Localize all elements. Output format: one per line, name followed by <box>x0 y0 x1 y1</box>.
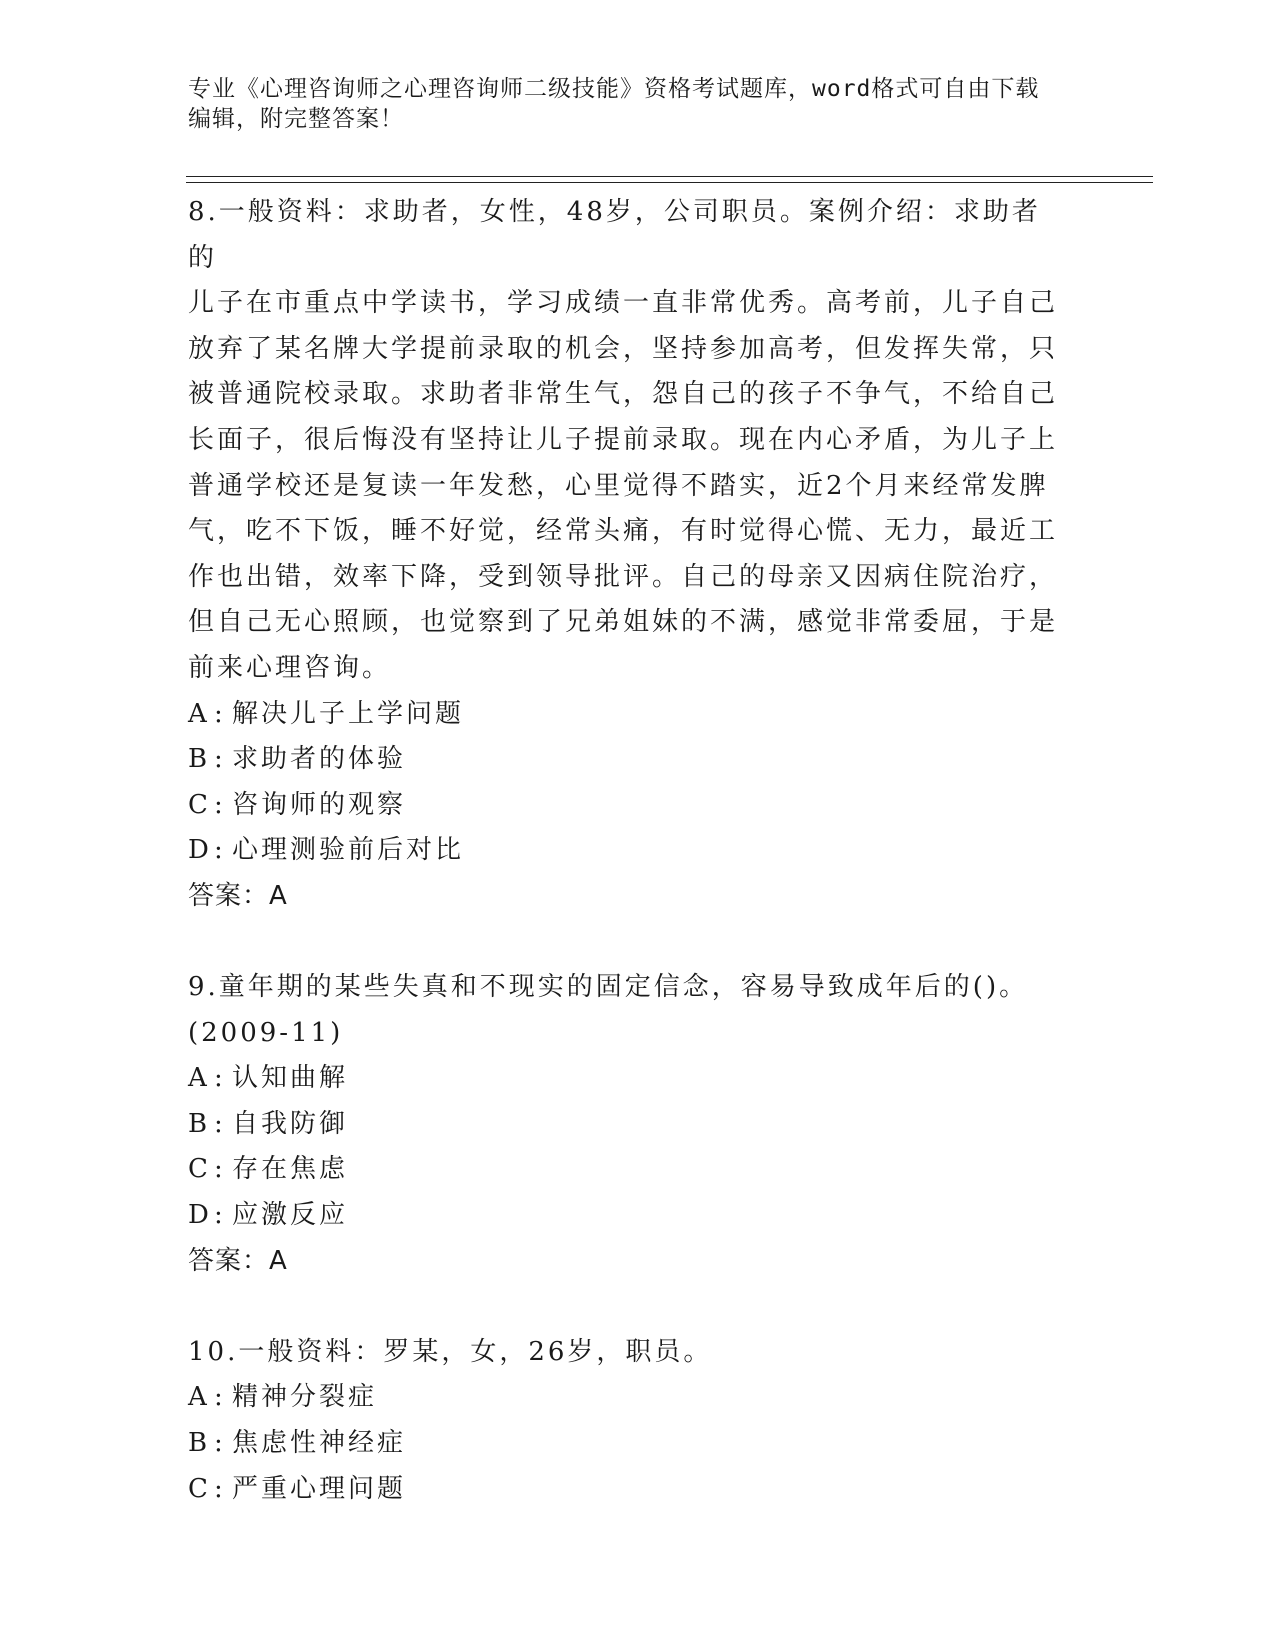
spacer <box>188 920 1068 966</box>
stem-line: 长面子，很后悔没有坚持让儿子提前录取。现在内心矛盾，为儿子上 <box>188 424 1059 455</box>
question-10-stem <box>188 1330 1068 1376</box>
option-b: B : 焦虑性神经症 <box>188 1428 407 1459</box>
option-text: 认知曲解 <box>232 1063 349 1094</box>
answer-label: 答案：A <box>188 880 288 911</box>
stem-line: (2009-11) <box>188 1017 344 1048</box>
header-rule-top <box>186 176 1153 177</box>
stem-line: 前来心理咨询。 <box>188 652 392 683</box>
option-c: C : 咨询师的观察 <box>188 789 407 820</box>
question-9 <box>188 965 1068 1284</box>
stem-line: 8.一般资料：求助者，女性，48岁，公司职员。案例介绍：求助者的 <box>188 197 1041 273</box>
question-9-stem <box>188 965 1068 1056</box>
option-c: C : 严重心理问题 <box>188 1473 407 1504</box>
option-text: 心理测验前后对比 <box>232 835 465 866</box>
option-text: 解决儿子上学问题 <box>232 698 465 729</box>
option-text: 求助者的体验 <box>232 744 407 775</box>
option-text: 精神分裂症 <box>232 1382 378 1413</box>
option-text: 严重心理问题 <box>232 1473 407 1504</box>
stem-line: 9.童年期的某些失真和不现实的固定信念，容易导致成年后的()。 <box>188 972 1029 1003</box>
option-a: A : 认知曲解 <box>188 1063 349 1094</box>
stem-line: 但自己无心照顾，也觉察到了兄弟姐妹的不满，感觉非常委屈，于是 <box>188 607 1059 638</box>
option-a: A : 精神分裂症 <box>188 1382 378 1413</box>
option-b: B : 求助者的体验 <box>188 744 407 775</box>
stem-line: 气，吃不下饭，睡不好觉，经常头痛，有时觉得心慌、无力，最近工 <box>188 516 1059 547</box>
header-line-1: 专业《心理咨询师之心理咨询师二级技能》资格考试题库，word格式可自由下载 <box>188 76 1040 102</box>
option-text: 焦虑性神经症 <box>232 1428 407 1459</box>
stem-line: 放弃了某名牌大学提前录取的机会，坚持参加高考，但发挥失常，只 <box>188 333 1059 364</box>
option-a: A : 解决儿子上学问题 <box>188 698 465 729</box>
option-c: C : 存在焦虑 <box>188 1154 349 1185</box>
option-text: 应激反应 <box>232 1200 349 1231</box>
option-text: 咨询师的观察 <box>232 789 407 820</box>
option-text: 自我防御 <box>232 1108 349 1139</box>
option-d: D: 心理测验前后对比 <box>188 835 465 866</box>
header-rule-bottom <box>186 182 1153 183</box>
question-10 <box>188 1330 1068 1512</box>
option-b: B : 自我防御 <box>188 1108 349 1139</box>
stem-line: 被普通院校录取。求助者非常生气，怨自己的孩子不争气，不给自己 <box>188 379 1059 410</box>
spacer <box>188 1284 1068 1330</box>
stem-line: 作也出错，效率下降，受到领导批评。自己的母亲又因病住院治疗， <box>188 561 1059 592</box>
stem-line: 10.一般资料：罗某，女，26岁，职员。 <box>188 1336 713 1367</box>
header-line-2: 编辑，附完整答案！ <box>188 106 404 132</box>
stem-line: 普通学校还是复读一年发愁，心里觉得不踏实，近2个月来经常发脾 <box>188 470 1049 501</box>
question-8 <box>188 190 1068 920</box>
option-d: D: 应激反应 <box>188 1200 349 1231</box>
question-8-stem <box>188 190 1068 692</box>
stem-line: 儿子在市重点中学读书，学习成绩一直非常优秀。高考前，儿子自己 <box>188 288 1059 319</box>
option-text: 存在焦虑 <box>232 1154 349 1185</box>
answer-label: 答案：A <box>188 1245 288 1276</box>
question-list <box>188 190 1068 1512</box>
document-header <box>188 74 1068 134</box>
